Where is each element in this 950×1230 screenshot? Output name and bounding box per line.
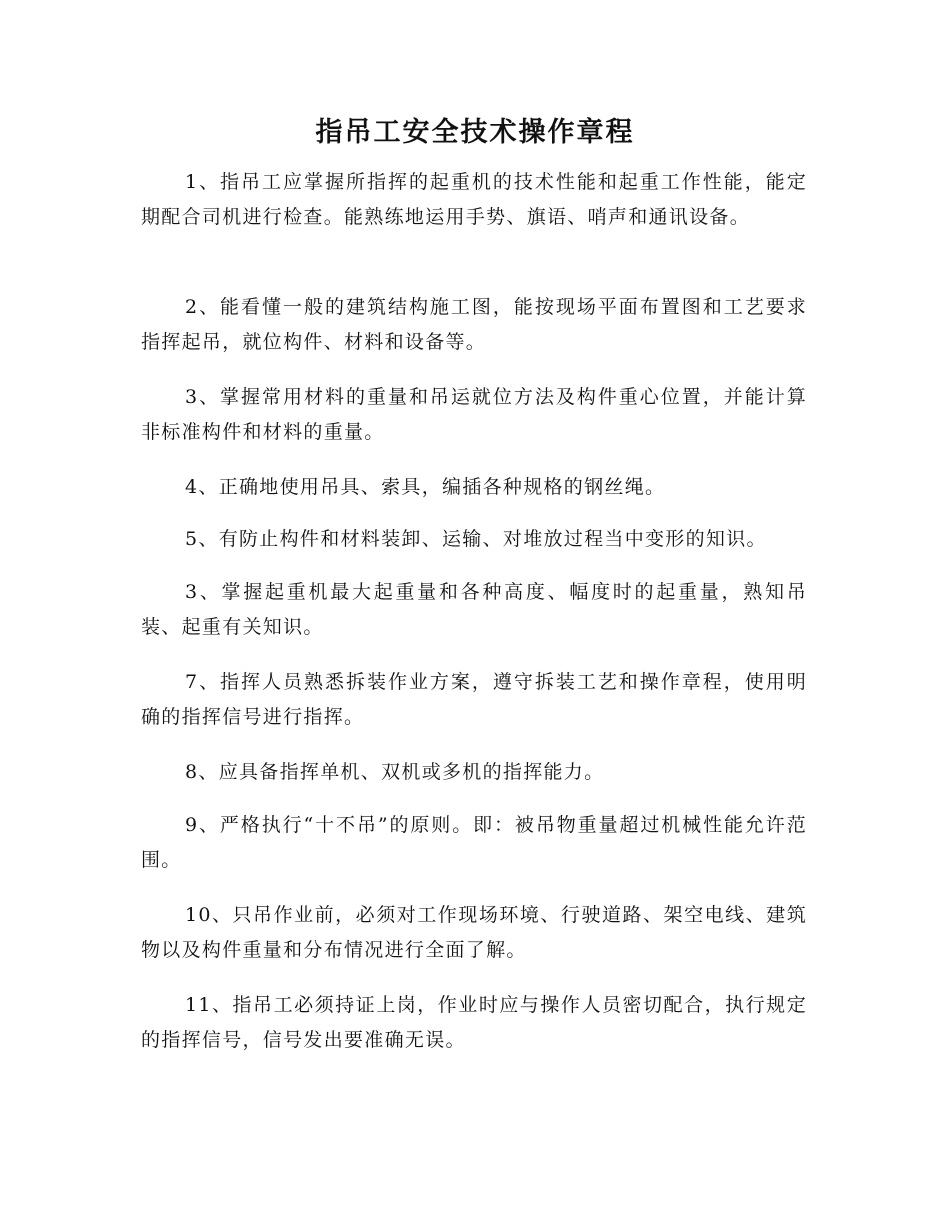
- paragraph-7: 7、指挥人员熟悉拆装作业方案，遵守拆装工艺和操作章程，使用明确的指挥信号进行指挥。: [141, 671, 807, 728]
- paragraph-5: 5、有防止构件和材料装卸、运输、对堆放过程当中变形的知识。: [185, 528, 767, 550]
- paragraph-11: 11、指吊工必须持证上岗，作业时应与操作人员密切配合，执行规定的指挥信号，信号发出要准确无误。: [141, 994, 807, 1051]
- paragraph-10: 10、只吊作业前，必须对工作现场环境、行驶道路、架空电线、建筑物以及构件重量和分布情况进行全面了解。: [141, 904, 807, 961]
- paragraph-2: 2、能看懂一般的建筑结构施工图，能按现场平面布置图和工艺要求指挥起吊，就位构件、材料和设备等。: [141, 296, 807, 353]
- paragraph-3: 3、掌握常用材料的重量和吊运就位方法及构件重心位置，并能计算非标准构件和材料的重量。: [141, 386, 807, 443]
- paragraph-9: 9、严格执行“十不吊”的原则。即：被吊物重量超过机械性能允许范围。: [141, 814, 807, 871]
- paragraph-8: 8、应具备指挥单机、双机或多机的指挥能力。: [185, 761, 605, 783]
- document-title: 指吊工安全技术操作章程: [315, 117, 635, 148]
- paragraph-4: 4、正确地使用吊具、索具，编插各种规格的钢丝绳。: [185, 476, 666, 498]
- paragraph-6: 3、掌握起重机最大起重量和各种高度、幅度时的起重量，熟知吊装、起重有关知识。: [141, 581, 807, 638]
- paragraph-1: 1、指吊工应掌握所指挥的起重机的技术性能和起重工作性能，能定期配合司机进行检查。能熟练地运用手势、旗语、哨声和通讯设备。: [141, 171, 807, 228]
